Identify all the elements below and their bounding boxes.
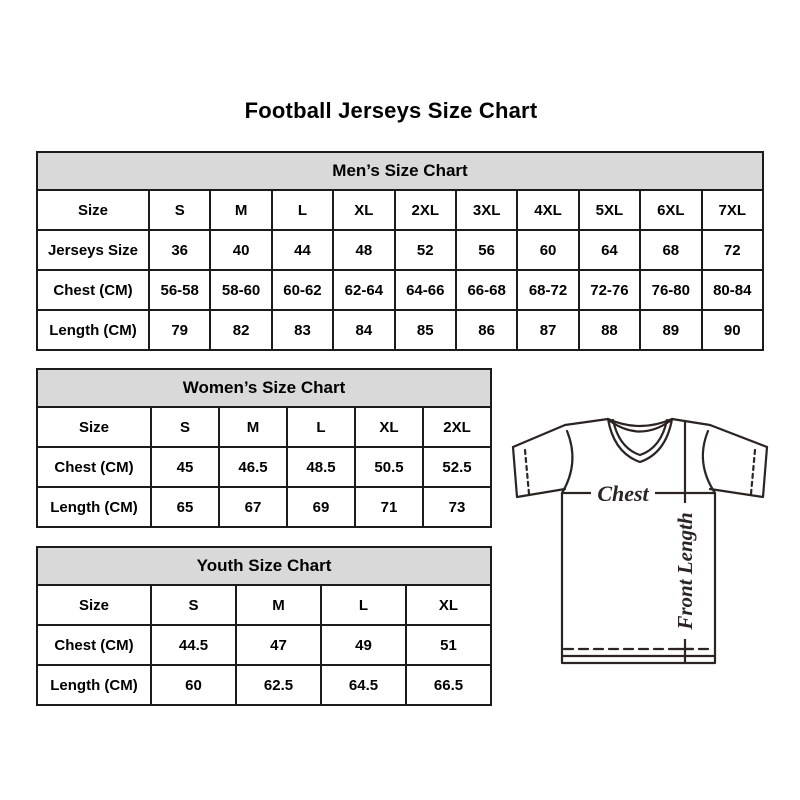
womens-size-table — [36, 368, 492, 528]
table-cell: 56 — [456, 230, 517, 270]
table-cell: 6XL — [640, 190, 701, 230]
row-label-cell: Jerseys Size — [37, 230, 149, 270]
table-cell: 56-58 — [149, 270, 210, 310]
table-cell: 89 — [640, 310, 701, 350]
table-cell: 2XL — [395, 190, 456, 230]
row-label-cell: Chest (CM) — [37, 447, 151, 487]
youth-size-table — [36, 546, 492, 706]
table-cell: XL — [355, 407, 423, 447]
table-cell: 66-68 — [456, 270, 517, 310]
table-cell: 64-66 — [395, 270, 456, 310]
table-cell: 49 — [321, 625, 406, 665]
table-row — [37, 447, 491, 487]
mens-table-header: Men’s Size Chart — [37, 152, 763, 190]
table-cell: L — [321, 585, 406, 625]
table-cell: 73 — [423, 487, 491, 527]
chest-label: Chest — [597, 481, 649, 506]
table-cell: 65 — [151, 487, 219, 527]
table-row — [37, 407, 491, 447]
table-cell: 51 — [406, 625, 491, 665]
table-cell: S — [151, 407, 219, 447]
jersey-measurement-diagram — [503, 401, 777, 675]
table-cell: 62-64 — [333, 270, 394, 310]
table-row — [37, 625, 491, 665]
table-cell: M — [210, 190, 271, 230]
table-cell: 83 — [272, 310, 333, 350]
table-cell: S — [151, 585, 236, 625]
table-cell: 7XL — [702, 190, 763, 230]
jersey-left-shoulder — [513, 419, 608, 447]
table-cell: 52.5 — [423, 447, 491, 487]
table-cell: 72-76 — [579, 270, 640, 310]
table-header-band-row — [37, 152, 763, 190]
table-cell: 60 — [517, 230, 578, 270]
table-cell: S — [149, 190, 210, 230]
jersey-left-cuff-stitch — [525, 450, 529, 494]
jersey-right-shoulder — [672, 419, 767, 447]
row-label-cell: Length (CM) — [37, 665, 151, 705]
table-cell: 76-80 — [640, 270, 701, 310]
table-cell: 58-60 — [210, 270, 271, 310]
table-row — [37, 190, 763, 230]
table-cell: 71 — [355, 487, 423, 527]
table-cell: 69 — [287, 487, 355, 527]
table-cell: 5XL — [579, 190, 640, 230]
table-cell: 82 — [210, 310, 271, 350]
table-cell: 48.5 — [287, 447, 355, 487]
table-header-band-row — [37, 547, 491, 585]
table-row — [37, 230, 763, 270]
jersey-right-sleeve — [710, 447, 767, 497]
table-cell: 84 — [333, 310, 394, 350]
table-cell: 52 — [395, 230, 456, 270]
table-cell: 62.5 — [236, 665, 321, 705]
page-title: Football Jerseys Size Chart — [244, 98, 538, 123]
table-cell: 90 — [702, 310, 763, 350]
youth-table-header: Youth Size Chart — [37, 547, 491, 585]
table-cell: L — [287, 407, 355, 447]
table-cell: 2XL — [423, 407, 491, 447]
table-cell: 64 — [579, 230, 640, 270]
table-cell: 50.5 — [355, 447, 423, 487]
table-cell: XL — [333, 190, 394, 230]
table-header-band-row — [37, 369, 491, 407]
table-cell: 40 — [210, 230, 271, 270]
table-cell: 87 — [517, 310, 578, 350]
table-row — [37, 310, 763, 350]
table-cell: XL — [406, 585, 491, 625]
table-cell: M — [236, 585, 321, 625]
table-cell: 64.5 — [321, 665, 406, 705]
table-row — [37, 487, 491, 527]
table-cell: 4XL — [517, 190, 578, 230]
jersey-left-sleeve — [513, 447, 565, 497]
jersey-right-seam — [703, 431, 715, 493]
table-cell: 79 — [149, 310, 210, 350]
table-cell: 68 — [640, 230, 701, 270]
table-cell: 44 — [272, 230, 333, 270]
table-cell: 80-84 — [702, 270, 763, 310]
table-cell: 67 — [219, 487, 287, 527]
table-row — [37, 270, 763, 310]
jersey-right-cuff-stitch — [751, 450, 755, 494]
table-cell: 66.5 — [406, 665, 491, 705]
front-length-label: Front Length — [673, 512, 697, 630]
table-row — [37, 585, 491, 625]
table-cell: M — [219, 407, 287, 447]
row-label-cell: Length (CM) — [37, 310, 149, 350]
table-cell: 45 — [151, 447, 219, 487]
womens-table-header: Women’s Size Chart — [37, 369, 491, 407]
row-label-cell: Size — [37, 407, 151, 447]
table-cell: 60-62 — [272, 270, 333, 310]
jersey-left-seam — [562, 431, 572, 493]
row-label-cell: Chest (CM) — [37, 270, 149, 310]
table-cell: 85 — [395, 310, 456, 350]
table-cell: 88 — [579, 310, 640, 350]
table-cell: 44.5 — [151, 625, 236, 665]
row-label-cell: Chest (CM) — [37, 625, 151, 665]
mens-size-table — [36, 151, 764, 351]
table-cell: 86 — [456, 310, 517, 350]
row-label-cell: Size — [37, 585, 151, 625]
table-cell: 68-72 — [517, 270, 578, 310]
table-cell: 46.5 — [219, 447, 287, 487]
table-cell: 3XL — [456, 190, 517, 230]
row-label-cell: Size — [37, 190, 149, 230]
table-cell: 48 — [333, 230, 394, 270]
row-label-cell: Length (CM) — [37, 487, 151, 527]
table-cell: 36 — [149, 230, 210, 270]
table-cell: 72 — [702, 230, 763, 270]
table-row — [37, 665, 491, 705]
table-cell: L — [272, 190, 333, 230]
table-cell: 60 — [151, 665, 236, 705]
table-cell: 47 — [236, 625, 321, 665]
